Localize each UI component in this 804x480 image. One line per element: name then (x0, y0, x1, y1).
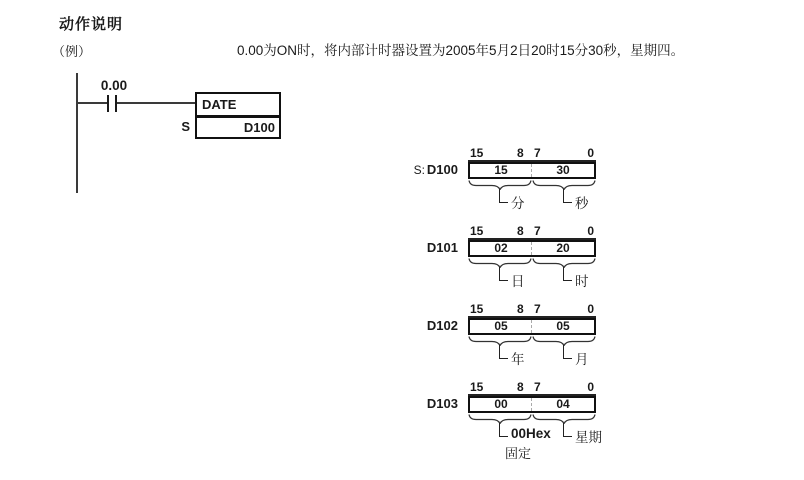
leader-line-high (499, 423, 508, 437)
bit-7-label: 7 (534, 224, 541, 238)
section-title: 动作说明 (59, 16, 124, 33)
register-group (410, 379, 670, 479)
contact-bar-left (107, 95, 109, 112)
bit-15-label: 15 (470, 224, 484, 238)
leader-line-high (499, 267, 508, 281)
register-name (410, 240, 458, 255)
byte-divider (531, 398, 532, 411)
byte-divider (531, 320, 532, 333)
contact-address: 0.00 (100, 78, 128, 93)
bit-15-label: 15 (470, 380, 484, 394)
register-address: D100 (426, 162, 458, 177)
register-group (410, 301, 670, 379)
leader-line-low (563, 423, 572, 437)
leader-line-high (499, 189, 508, 203)
register-name (410, 162, 458, 177)
operand-prefix-label: S (181, 119, 190, 134)
instruction-operand-box: D100 (195, 116, 281, 139)
bit-8-label: 8 (517, 224, 524, 238)
bit-0-label: 0 (587, 380, 594, 394)
register-group (410, 145, 670, 223)
low-byte-meaning: 时 (575, 274, 589, 289)
register-address: D102 (426, 318, 458, 333)
bit-7-label: 7 (534, 380, 541, 394)
bit-ruler (468, 379, 596, 396)
bit-ruler (468, 301, 596, 318)
high-byte-meaning: 分 (511, 196, 525, 211)
bit-ruler (468, 145, 596, 162)
high-byte-meaning-note: 固定 (505, 446, 532, 461)
bit-7-label: 7 (534, 146, 541, 160)
low-byte-meaning: 星期 (575, 430, 602, 445)
low-byte-value: 20 (556, 241, 570, 255)
contact-bar-right (115, 95, 117, 112)
low-byte-value: 30 (556, 163, 570, 177)
bit-0-label: 0 (587, 302, 594, 316)
instruction-mnemonic-box: DATE (195, 92, 281, 117)
register-group (410, 223, 670, 301)
bit-8-label: 8 (517, 146, 524, 160)
rung-wire (78, 102, 195, 104)
bit-8-label: 8 (517, 380, 524, 394)
register-word-box (468, 318, 596, 335)
bit-15-label: 15 (470, 146, 484, 160)
high-byte-meaning: 00Hex (511, 426, 551, 441)
example-label: （例） (52, 44, 92, 59)
bit-7-label: 7 (534, 302, 541, 316)
bit-0-label: 0 (587, 146, 594, 160)
leader-line-low (563, 267, 572, 281)
register-name (410, 318, 458, 333)
leader-line-low (563, 345, 572, 359)
high-byte-value: 05 (494, 319, 508, 333)
register-prefix: S: (413, 163, 425, 177)
high-byte-meaning: 年 (511, 352, 525, 367)
low-byte-value: 04 (556, 397, 570, 411)
register-address: D101 (426, 240, 458, 255)
high-byte-value: 02 (494, 241, 508, 255)
register-diagrams (410, 145, 670, 479)
bit-8-label: 8 (517, 302, 524, 316)
bit-15-label: 15 (470, 302, 484, 316)
leader-line-high (499, 345, 508, 359)
register-word-box (468, 240, 596, 257)
power-rail (76, 73, 78, 193)
register-name (410, 396, 458, 411)
bit-ruler (468, 223, 596, 240)
register-word-box (468, 162, 596, 179)
bit-0-label: 0 (587, 224, 594, 238)
low-byte-meaning: 秒 (575, 196, 589, 211)
low-byte-value: 05 (556, 319, 570, 333)
description-text: 0.00为ON时，将内部计时器设置为2005年5月2日20时15分30秒，星期四。 (237, 43, 685, 58)
high-byte-value: 00 (494, 397, 508, 411)
high-byte-value: 15 (494, 163, 508, 177)
byte-divider (531, 164, 532, 177)
register-address: D103 (426, 396, 458, 411)
leader-line-low (563, 189, 572, 203)
register-word-box (468, 396, 596, 413)
low-byte-meaning: 月 (575, 352, 589, 367)
byte-divider (531, 242, 532, 255)
high-byte-meaning: 日 (511, 274, 525, 289)
